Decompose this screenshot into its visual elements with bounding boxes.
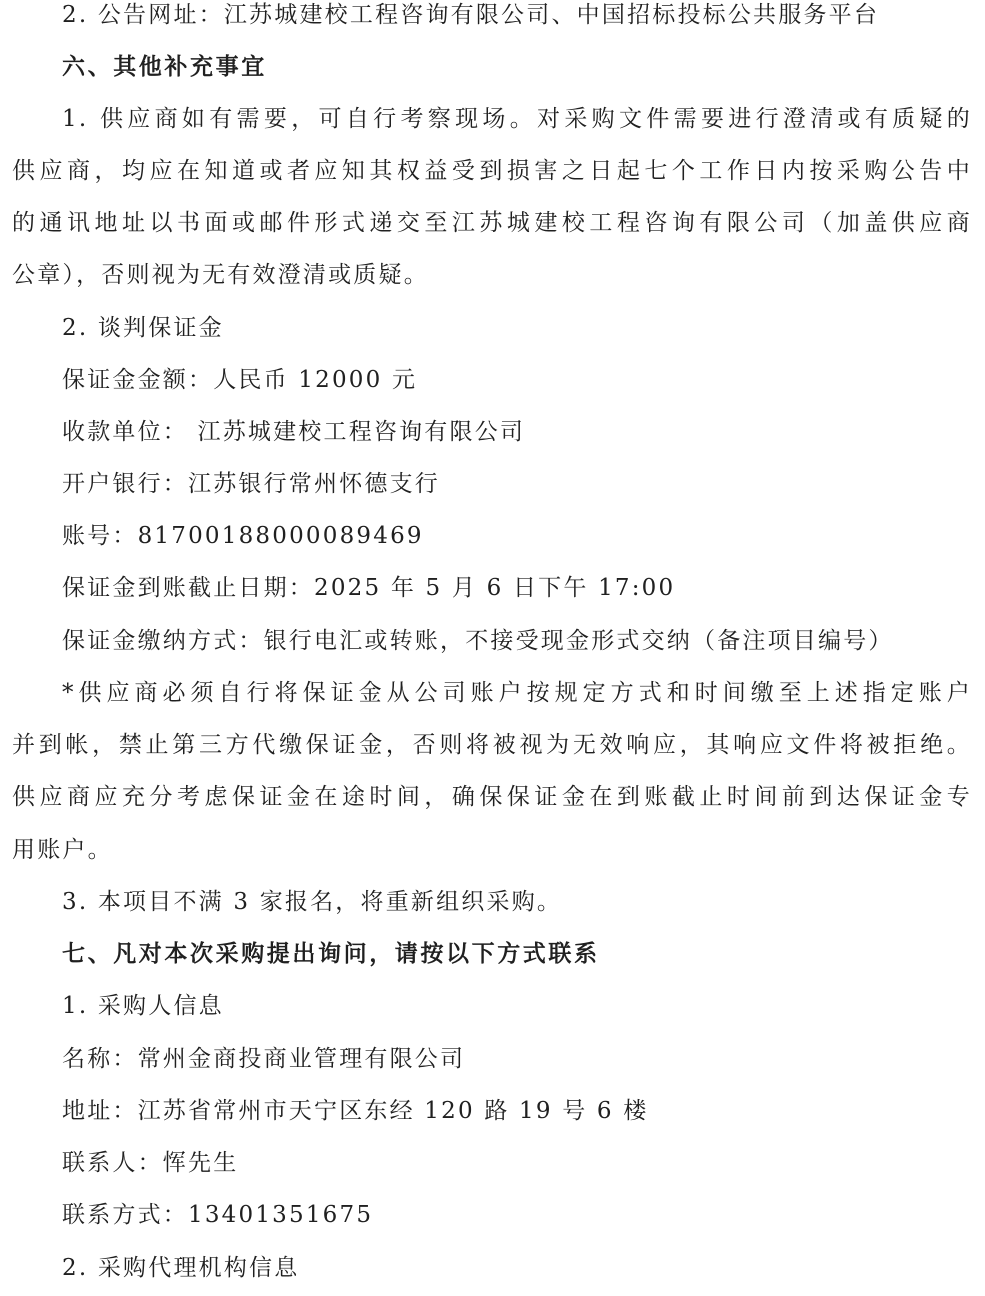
account-number: 账号：81700188000089469 bbox=[62, 523, 424, 549]
paragraph-line: 用账户。 bbox=[12, 837, 113, 863]
paragraph-line: 供应商，均应在知道或者应知其权益受到损害之日起七个工作日内按采购公告中 bbox=[12, 158, 972, 184]
payment-method: 保证金缴纳方式：银行电汇或转账，不接受现金形式交纳（备注项目编号） bbox=[62, 628, 894, 654]
payee-unit: 收款单位： 江苏城建校工程咨询有限公司 bbox=[62, 419, 526, 445]
section-heading-six: 六、其他补充事宜 bbox=[62, 53, 267, 80]
registration-note: 3. 本项目不满 3 家报名，将重新组织采购。 bbox=[62, 889, 563, 915]
paragraph-line: 的通讯地址以书面或邮件形式递交至江苏城建校工程咨询有限公司（加盖供应商 bbox=[12, 210, 972, 236]
purchaser-name: 名称：常州金商投商业管理有限公司 bbox=[62, 1046, 466, 1072]
paragraph-line: 1. 供应商如有需要，可自行考察现场。对采购文件需要进行澄清或有质疑的 bbox=[62, 106, 972, 132]
paragraph-line: 供应商应充分考虑保证金在途时间，确保保证金在到账截止时间前到达保证金专 bbox=[12, 784, 972, 810]
deposit-deadline: 保证金到账截止日期：2025 年 5 月 6 日下午 17:00 bbox=[62, 575, 676, 601]
paragraph-line: *供应商必须自行将保证金从公司账户按规定方式和时间缴至上述指定账户 bbox=[62, 680, 972, 706]
purchaser-address: 地址：江苏省常州市天宁区东经 120 路 19 号 6 楼 bbox=[62, 1098, 649, 1124]
contact-person: 联系人：恽先生 bbox=[62, 1150, 239, 1176]
section-heading-seven: 七、凡对本次采购提出询问，请按以下方式联系 bbox=[62, 940, 600, 967]
contact-phone: 联系方式：13401351675 bbox=[62, 1202, 374, 1228]
purchaser-info-title: 1. 采购人信息 bbox=[62, 993, 224, 1019]
deposit-title: 2. 谈判保证金 bbox=[62, 315, 224, 341]
paragraph-line: 公章），否则视为无有效澄清或质疑。 bbox=[12, 262, 429, 288]
announcement-url-line: 2. 公告网址：江苏城建校工程咨询有限公司、中国招标投标公共服务平台 bbox=[62, 2, 880, 28]
bank-name: 开户银行：江苏银行常州怀德支行 bbox=[62, 471, 440, 497]
agency-info-title: 2. 采购代理机构信息 bbox=[62, 1255, 300, 1281]
paragraph-line: 并到帐，禁止第三方代缴保证金，否则将被视为无效响应，其响应文件将被拒绝。 bbox=[12, 732, 972, 758]
deposit-amount: 保证金金额：人民币 12000 元 bbox=[62, 367, 418, 393]
